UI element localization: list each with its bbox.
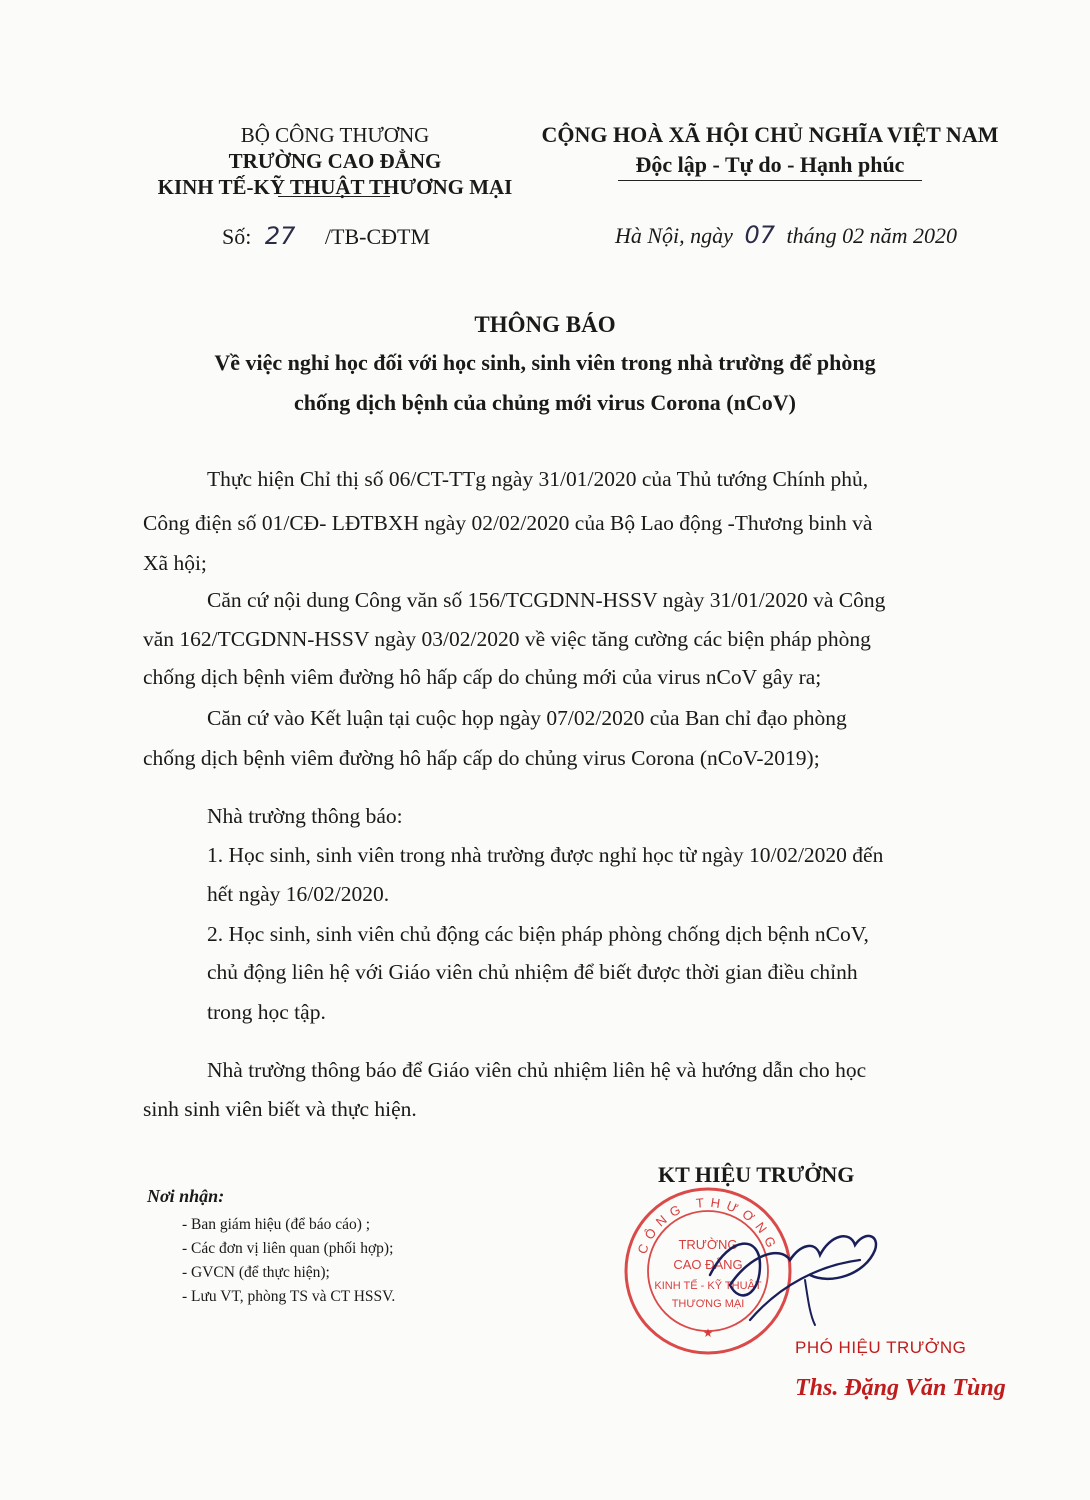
number-handwritten: 27 [264,222,296,250]
handwritten-signature [690,1205,890,1335]
body-line: chủ động liên hệ với Giáo viên chủ nhiệm để biết được thời gian điều chỉnh [207,960,858,984]
body-line: Căn cứ vào Kết luận tại cuộc họp ngày 07/02/2020 của Ban chỉ đạo phòng [207,706,847,730]
country-name: CỘNG HOÀ XÃ HỘI CHỦ NGHĨA VIỆT NAM [541,122,999,147]
school-name-line2: KINH TẾ-KỸ THUẬT THƯƠNG MẠI [157,175,513,199]
svg-text:★: ★ [702,1326,714,1340]
body-line: hết ngày 16/02/2020. [207,882,390,906]
body-line: 2. Học sinh, sinh viên chủ động các biện pháp phòng chống dịch bệnh nCoV, [207,922,869,946]
body-line: Xã hội; [143,551,207,575]
body-line: 1. Học sinh, sinh viên trong nhà trường được nghỉ học từ ngày 10/02/2020 đến [207,843,884,867]
date-suffix: tháng 02 năm 2020 [786,223,957,248]
body-line: trong học tập. [207,1000,326,1024]
body-line: Căn cứ nội dung Công văn số 156/TCGDNN-HSSV ngày 31/01/2020 và Công [207,588,886,612]
document-subtitle-line1: Về việc nghỉ học đối với học sinh, sinh viên trong nhà trường để phòng [214,350,876,375]
number-prefix: Số: [222,224,252,249]
document-number [222,222,430,250]
body-line: Thực hiện Chỉ thị số 06/CT-TTg ngày 31/01/2020 của Thủ tướng Chính phủ, [207,467,869,491]
ministry-name: BỘ CÔNG THƯƠNG [240,123,430,147]
signatory-role: PHÓ HIỆU TRƯỞNG [795,1338,967,1357]
body-line: Công điện số 01/CĐ- LĐTBXH ngày 02/02/2020 của Bộ Lao động -Thương binh và [143,511,873,535]
body-line: văn 162/TCGDNN-HSSV ngày 03/02/2020 về việc tăng cường các biện pháp phòng [143,627,871,651]
document-subtitle-line2: chống dịch bệnh của chủng mới virus Corona (nCoV) [294,390,796,415]
svg-text:KINH TẾ - KỸ THUẬT: KINH TẾ - KỸ THUẬT [654,1280,762,1292]
school-name-line1: TRƯỜNG CAO ĐẲNG [228,149,442,173]
issuer-underline [278,196,390,197]
motto-underline [618,180,922,181]
body-line: chống dịch bệnh viêm đường hô hấp cấp do chủng mới của virus nCoV gây ra; [143,665,822,689]
signatory-name: Ths. Đặng Văn Tùng [795,1375,1006,1401]
stamp-arc-text: CÔNG THƯƠNG [634,1194,782,1257]
svg-text:CAO ĐẲNG: CAO ĐẲNG [673,1257,743,1272]
recipient-item: - GVCN (để thực hiện); [182,1264,330,1281]
issue-date [615,221,957,249]
recipient-item: - Các đơn vị liên quan (phối hợp); [182,1240,394,1257]
recipient-item: - Ban giám hiệu (để báo cáo) ; [182,1216,371,1233]
recipients-list [182,1213,395,1309]
recipients-label: Nơi nhận: [147,1186,225,1206]
body-line: sinh sinh viên biết và thực hiện. [143,1097,417,1121]
document-title: THÔNG BÁO [474,312,616,337]
national-header [520,120,1020,180]
recipient-item: - Lưu VT, phòng TS và CT HSSV. [182,1288,396,1305]
date-day-handwritten: 07 [744,221,775,249]
date-prefix: Hà Nội, ngày [615,223,733,248]
signatory-title: KT HIỆU TRƯỞNG [658,1162,855,1187]
national-motto: Độc lập - Tự do - Hạnh phúc [635,152,905,177]
svg-text:THƯƠNG MẠI: THƯƠNG MẠI [671,1298,745,1310]
issuer-block [120,122,550,200]
body-line: Nhà trường thông báo để Giáo viên chủ nhiệm liên hệ và hướng dẫn cho học [207,1058,867,1082]
svg-text:TRƯỜNG: TRƯỜNG [678,1237,738,1252]
number-suffix: /TB-CĐTM [324,224,431,249]
body-line: chống dịch bệnh viêm đường hô hấp cấp do chủng virus Corona (nCoV-2019); [143,746,820,770]
body-line: Nhà trường thông báo: [207,804,403,828]
